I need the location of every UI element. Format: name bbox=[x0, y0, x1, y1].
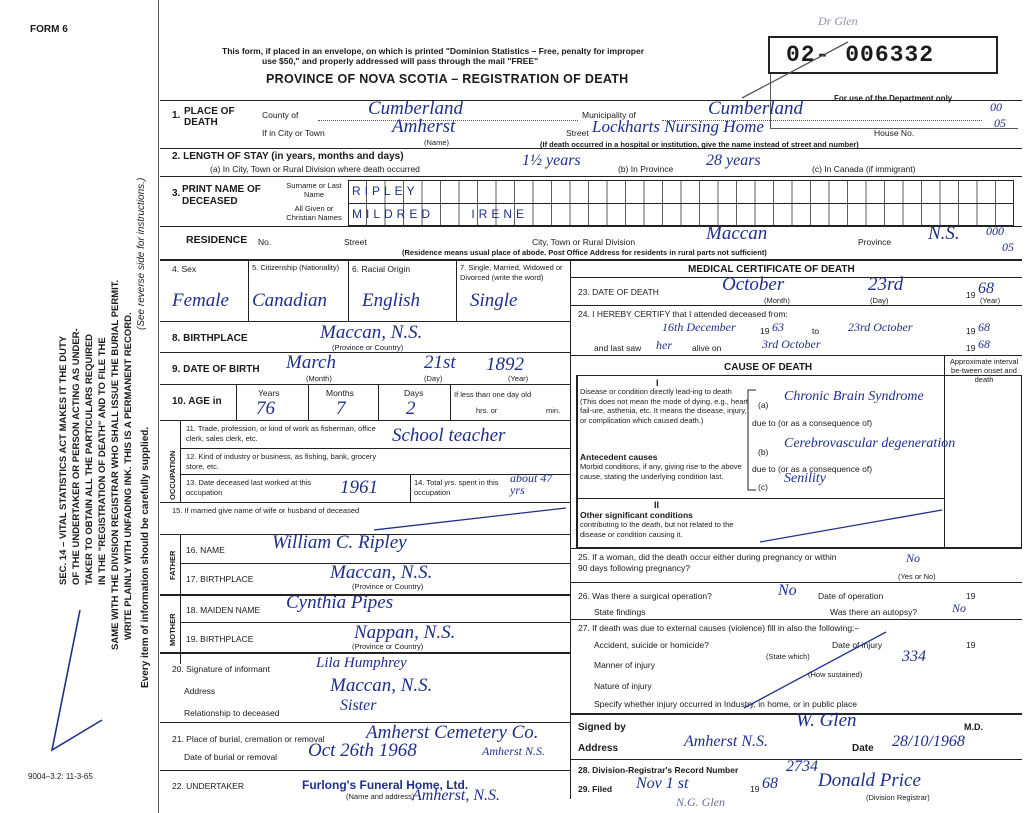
father-birthplace: Maccan, N.S. bbox=[330, 562, 433, 583]
specify-label: Specify whether injury occurred in Industry, in home, or in public place bbox=[594, 699, 857, 709]
place-label: PLACE OF DEATH bbox=[184, 106, 235, 128]
filed-19: 19 bbox=[750, 784, 760, 794]
min-label: min. bbox=[546, 406, 561, 415]
residence-city: Maccan bbox=[706, 223, 768, 244]
roman-2: II bbox=[654, 500, 660, 510]
q26-label: 26. Was there a surgical operation? bbox=[578, 591, 712, 601]
residence-label: RESIDENCE bbox=[186, 234, 248, 246]
city-label: If in City or Town bbox=[262, 128, 325, 138]
lt-day-label: If less than one day old bbox=[454, 390, 532, 399]
injury-date-label: Date of injury bbox=[832, 640, 883, 650]
form-title: PROVINCE OF NOVA SCOTIA – REGISTRATION OF DEATH bbox=[266, 72, 629, 86]
corner-stroke bbox=[738, 34, 858, 104]
mail-notice-2: use $50," and properly addressed will pass through the mail "FREE" bbox=[262, 56, 539, 66]
left-margin-rule bbox=[158, 0, 159, 813]
side-line-7: (See reverse side for instructions.) bbox=[136, 177, 147, 330]
occ-div-2 bbox=[410, 474, 411, 502]
q15-strike bbox=[370, 504, 570, 534]
side-line-2: OF THE UNDERTAKER OR PERSON ACTING AS UNDER- bbox=[71, 328, 82, 585]
autopsy-answer: No bbox=[952, 601, 967, 615]
md-label: M.D. bbox=[964, 722, 983, 732]
rule-m1 bbox=[570, 277, 1022, 278]
code-2: 05 bbox=[994, 116, 1006, 130]
due-to-a: due to (or as a consequence of) bbox=[752, 418, 873, 428]
death-month: October bbox=[722, 274, 785, 295]
rule-19 bbox=[160, 770, 570, 771]
rule-top bbox=[160, 100, 1022, 101]
stay-a-value: 1½ years bbox=[522, 152, 581, 169]
center-divider bbox=[570, 259, 571, 799]
residence-province-label: Province bbox=[858, 237, 892, 247]
city-name-note: (Name) bbox=[424, 138, 450, 147]
alive-date: 3rd October bbox=[762, 337, 821, 351]
other-label: Other significant conditions bbox=[580, 510, 693, 520]
q24-label: 24. I HEREBY CERTIFY that I attended deceased from: bbox=[578, 309, 788, 319]
sex-value: Female bbox=[172, 290, 229, 311]
informant-address-label: Address bbox=[184, 686, 216, 696]
stay-b-label: (b) In Province bbox=[618, 164, 674, 174]
q23-label: 23. DATE OF DEATH bbox=[578, 287, 659, 297]
alive-year: 68 bbox=[978, 337, 990, 351]
days-label: Days bbox=[404, 388, 424, 398]
cert-date-label: Date bbox=[852, 743, 874, 754]
q22-label: 22. UNDERTAKER bbox=[172, 781, 244, 791]
yes-no-label: (Yes or No) bbox=[898, 572, 936, 581]
burial-date-place: Amherst N.S. bbox=[482, 744, 545, 758]
death-year-l: (Year) bbox=[980, 296, 1001, 305]
city-value: Amherst bbox=[392, 116, 456, 137]
from-19: 19 bbox=[760, 326, 770, 336]
mother-bp-note: (Province or Country) bbox=[352, 642, 424, 651]
filed-date: Nov 1 st bbox=[636, 775, 689, 792]
side-line-1: SEC. 14 – VITAL STATISTICS ACT MAKES IT THE DUTY bbox=[58, 335, 69, 585]
occupation-section: OCCUPATION bbox=[168, 450, 177, 500]
age-div-3 bbox=[378, 384, 379, 420]
cause-b: Cerebrovascular degeneration bbox=[784, 436, 956, 451]
mother-section: MOTHER bbox=[168, 613, 177, 646]
cert-date: 28/10/1968 bbox=[892, 733, 965, 750]
county-label: County of bbox=[262, 110, 299, 120]
birthplace-label: 8. BIRTHPLACE bbox=[172, 333, 248, 344]
birthplace-note: (Province or Country) bbox=[332, 343, 404, 352]
death-month-l: (Month) bbox=[764, 296, 790, 305]
op-date-label: Date of operation bbox=[818, 591, 884, 601]
stay-c-label: (c) In Canada (if immigrant) bbox=[812, 164, 916, 174]
years-spent: about 47 yrs bbox=[510, 471, 553, 497]
marital-value: Single bbox=[470, 290, 518, 311]
burial-date: Oct 26th 1968 bbox=[308, 740, 417, 761]
years-label: Years bbox=[258, 388, 280, 398]
death-year-prefix: 19 bbox=[966, 290, 976, 300]
dob-year-l: (Year) bbox=[508, 374, 529, 383]
alive-on-label: alive on bbox=[692, 343, 722, 353]
print-code: 9004–3.2: 11-3-65 bbox=[28, 772, 93, 781]
municipality-label: Municipality of bbox=[582, 110, 636, 120]
q14-label: 14. Total yrs. spent in this occupation bbox=[414, 478, 499, 497]
given-value: MILDRED IRENE bbox=[352, 207, 529, 221]
cause-c: Senility bbox=[784, 471, 826, 486]
col-div-3 bbox=[456, 259, 457, 321]
side-scribble bbox=[40, 600, 120, 760]
registration-number: 02- 006332 bbox=[786, 42, 935, 68]
cause-a-mark: (a) bbox=[758, 400, 769, 410]
registrar-signature: Donald Price bbox=[818, 770, 921, 791]
last-saw-label: and last saw bbox=[594, 343, 642, 353]
physician-address-label: Address bbox=[578, 743, 619, 754]
alive-19: 19 bbox=[966, 343, 976, 353]
q11-label: 11. Trade, profession, or kind of work as fisherman, office clerk, sales clerk, etc. bbox=[186, 424, 376, 443]
stay-a-label: (a) In City, Town or Rural Division where death occurred bbox=[210, 164, 420, 174]
sex-label: 4. Sex bbox=[172, 264, 197, 274]
autopsy-label: Was there an autopsy? bbox=[830, 607, 918, 617]
father-bp-note: (Province or Country) bbox=[352, 582, 424, 591]
name-num: 3. bbox=[172, 188, 181, 199]
institution-note: (If death occurred in a hospital or institution, give the name instead of street and number) bbox=[540, 140, 859, 149]
street-value: Lockharts Nursing Home bbox=[592, 117, 764, 136]
code-note: 334 bbox=[902, 648, 926, 665]
physician-signature: W. Glen bbox=[796, 710, 857, 731]
place-num: 1. bbox=[172, 110, 181, 121]
undertaker-name: Furlong's Funeral Home, Ltd. bbox=[302, 778, 469, 792]
nature-label: Nature of injury bbox=[594, 681, 652, 691]
state-which: (State which) bbox=[766, 652, 810, 661]
cause-a: Chronic Brain Syndrome bbox=[784, 389, 924, 404]
residence-province: N.S. bbox=[928, 223, 960, 244]
cause-box bbox=[576, 375, 1022, 548]
bottom-note: N.G. Glen bbox=[676, 795, 725, 809]
months-label: Months bbox=[326, 388, 354, 398]
rule-7 bbox=[160, 352, 570, 353]
code-3: 000 bbox=[986, 224, 1004, 238]
findings-label: State findings bbox=[594, 607, 646, 617]
citizenship-value: Canadian bbox=[252, 290, 327, 311]
record-number: 2734 bbox=[786, 758, 818, 775]
given-label: All Given or Christian Names bbox=[286, 204, 342, 222]
code-1: 00 bbox=[990, 100, 1002, 114]
dob-day: 21st bbox=[424, 352, 456, 373]
other-desc: contributing to the death, but not related to the disease or condition causing it. bbox=[580, 520, 734, 539]
dob-label: 9. DATE OF BIRTH bbox=[172, 364, 260, 375]
street-label: Street bbox=[566, 128, 589, 138]
rule-12 bbox=[160, 502, 570, 503]
q28-label: 28. Division-Registrar's Record Number bbox=[578, 765, 739, 775]
antecedent-label: Antecedent causes bbox=[580, 452, 658, 462]
residence-no-label: No. bbox=[258, 237, 272, 247]
roman-1: I bbox=[656, 378, 659, 388]
house-label: House No. bbox=[874, 128, 915, 138]
father-name: William C. Ripley bbox=[272, 532, 407, 553]
q27-label: 27. If death was due to external causes (violence) fill in also the following:– bbox=[578, 623, 860, 633]
municipality-value: Cumberland bbox=[708, 98, 803, 119]
attended-to: 23rd October bbox=[848, 320, 913, 334]
death-day: 23rd bbox=[868, 274, 904, 295]
side-line-8: Every item of information should be carefully supplied. bbox=[140, 426, 151, 688]
age-days: 2 bbox=[406, 398, 416, 419]
side-line-6: WRITE PLAINLY WITH UNFADING INK. THIS IS A PERMANENT RECORD. bbox=[123, 312, 134, 640]
age-div-2 bbox=[308, 384, 309, 420]
side-line-4: IN THE "REGISTRATION OF DEATH" AND TO FILE THE bbox=[97, 337, 108, 585]
rule-3 bbox=[160, 176, 1022, 177]
col-div-1 bbox=[248, 259, 249, 321]
accident-label: Accident, suicide or homicide? bbox=[594, 640, 709, 650]
undertaker-note: (Name and address) bbox=[346, 792, 415, 801]
signed-by-label: Signed by bbox=[578, 722, 626, 733]
mail-notice-1: This form, if placed in an envelope, on which is printed "Dominion Statistics – Free, penalty for improper bbox=[222, 46, 645, 56]
cause-b-mark: (b) bbox=[758, 447, 769, 457]
hrs-label: hrs. or bbox=[476, 406, 498, 415]
physician-address: Amherst N.S. bbox=[684, 733, 768, 750]
code-4: 05 bbox=[1002, 240, 1014, 254]
mother-maiden: Cynthia Pipes bbox=[286, 592, 394, 613]
burial-place: Amherst Cemetery Co. bbox=[366, 722, 539, 743]
filed-year: 68 bbox=[762, 775, 778, 792]
side-line-3: TAKER TO OBTAIN ALL THE PARTICULARS REQUIRED bbox=[84, 333, 95, 585]
relationship-value: Sister bbox=[340, 697, 377, 714]
racial-value: English bbox=[362, 290, 421, 311]
rule-10 bbox=[180, 448, 570, 449]
how-label: (How sustained) bbox=[808, 670, 863, 679]
stay-label: 2. LENGTH OF STAY (in years, months and days) bbox=[172, 151, 404, 162]
last-saw-her: her bbox=[656, 338, 672, 352]
residence-street-label: Street bbox=[344, 237, 367, 247]
occ-div bbox=[180, 420, 181, 502]
q26-answer: No bbox=[778, 582, 797, 599]
residence-city-label: City, Town or Rural Division bbox=[532, 237, 636, 247]
dept-use-label: For use of the Department only bbox=[834, 94, 953, 103]
marital-label: 7. Single, Married, Widowed or Divorced (write the word) bbox=[460, 263, 563, 282]
residence-note: (Residence means usual place of abode. Post Office Address for residents in rural parts not sufficient) bbox=[402, 248, 767, 257]
rule-8 bbox=[160, 384, 570, 385]
trade-value: School teacher bbox=[392, 425, 506, 446]
antecedent-desc: Morbid conditions, if any, giving rise to the above cause, stating the underlying condition last. bbox=[580, 462, 742, 481]
q15-label: 15. If married give name of wife or husband of deceased bbox=[172, 506, 360, 515]
rule-17 bbox=[160, 652, 570, 654]
relationship-label: Relationship to deceased bbox=[184, 708, 280, 718]
to-year: 68 bbox=[978, 320, 990, 334]
age-div-1 bbox=[236, 384, 237, 420]
county-value: Cumberland bbox=[368, 98, 463, 119]
dob-year: 1892 bbox=[486, 354, 524, 375]
q16-label: 16. NAME bbox=[186, 545, 225, 555]
q12-label: 12. Kind of industry or business, as fishing, bank, grocery store, etc. bbox=[186, 452, 377, 471]
dob-day-l: (Day) bbox=[424, 374, 443, 383]
age-years: 76 bbox=[256, 398, 275, 419]
birthplace-value: Maccan, N.S. bbox=[320, 322, 423, 343]
burial-date-label: Date of burial or removal bbox=[184, 752, 278, 762]
cause-c-mark: (c) bbox=[758, 482, 768, 492]
rule-5 bbox=[160, 259, 1022, 261]
manner-label: Manner of injury bbox=[594, 660, 655, 670]
q17-label: 17. BIRTHPLACE bbox=[186, 574, 254, 584]
q25-label: 25. If a woman, did the death occur either during pregnancy or within 90 days following pregnancy? bbox=[578, 552, 837, 573]
injury-19: 19 bbox=[966, 640, 976, 650]
rule-m6 bbox=[570, 548, 1022, 549]
father-section: FATHER bbox=[168, 550, 177, 580]
mother-birthplace: Nappan, N.S. bbox=[354, 622, 456, 643]
corner-note: Dr Glen bbox=[818, 14, 858, 28]
surname-label: Surname or Last Name bbox=[286, 181, 342, 199]
stay-b-value: 28 years bbox=[706, 152, 761, 169]
dob-month: March bbox=[286, 352, 336, 373]
q18-label: 18. MAIDEN NAME bbox=[186, 605, 261, 615]
citizenship-label: 5. Citizenship (Nationality) bbox=[252, 263, 340, 272]
surname-value: RIPLEY bbox=[352, 184, 419, 198]
rule-9 bbox=[160, 420, 570, 421]
q19-label: 19. BIRTHPLACE bbox=[186, 634, 254, 644]
q20-label: 20. Signature of informant bbox=[172, 664, 270, 674]
rule-m2 bbox=[570, 305, 1022, 306]
rule-m3 bbox=[570, 355, 1022, 356]
col-div-2 bbox=[348, 259, 349, 321]
last-worked: 1961 bbox=[340, 477, 378, 498]
dob-month-l: (Month) bbox=[306, 374, 332, 383]
from-year: 63 bbox=[772, 320, 784, 334]
q27-strike bbox=[740, 628, 890, 712]
q25-answer: No bbox=[906, 551, 921, 565]
racial-label: 6. Racial Origin bbox=[352, 264, 411, 274]
age-div-4 bbox=[450, 384, 451, 420]
age-label: 10. AGE in bbox=[172, 396, 222, 407]
death-day-l: (Day) bbox=[870, 296, 889, 305]
rule-2 bbox=[160, 148, 1022, 149]
rule-m8 bbox=[570, 619, 1022, 620]
medical-title: MEDICAL CERTIFICATE OF DEATH bbox=[688, 264, 855, 275]
cause-title: CAUSE OF DEATH bbox=[724, 362, 813, 373]
op-19: 19 bbox=[966, 591, 976, 601]
informant-address: Maccan, N.S. bbox=[330, 675, 433, 696]
death-year: 68 bbox=[978, 280, 994, 297]
to-label: to bbox=[812, 326, 820, 336]
form-number: FORM 6 bbox=[30, 24, 68, 35]
direct-cause-label: Disease or condition directly lead-ing to death (This does not mean the mode of dying, e.g., heart fail-ure, asthenia, etc. It means the disease, injury, or complication which caused death.) bbox=[580, 387, 749, 425]
parent-div bbox=[180, 534, 181, 664]
name-label: PRINT NAME OF DECEASED bbox=[182, 184, 261, 207]
side-line-5: SAME WITH THE DIVISION REGISTRAR WHO SHALL ISSUE THE BURIAL PERMIT. bbox=[110, 279, 121, 650]
informant-signature: Lila Humphrey bbox=[316, 655, 407, 671]
due-to-b: due to (or as a consequence of) bbox=[752, 464, 873, 474]
q29-label: 29. Filed bbox=[578, 784, 613, 794]
rule-4 bbox=[160, 226, 1022, 227]
age-months: 7 bbox=[336, 398, 346, 419]
q21-label: 21. Place of burial, cremation or removal bbox=[172, 734, 325, 744]
undertaker-address: Amherst, N.S. bbox=[412, 787, 500, 804]
to-19: 19 bbox=[966, 326, 976, 336]
registrar-label: (Division Registrar) bbox=[866, 793, 930, 802]
interval-label: Approximate interval be-tween onset and death bbox=[949, 357, 1019, 384]
q13-label: 13. Date deceased last worked at this occupation bbox=[186, 478, 312, 497]
attended-from: 16th December bbox=[662, 320, 736, 334]
